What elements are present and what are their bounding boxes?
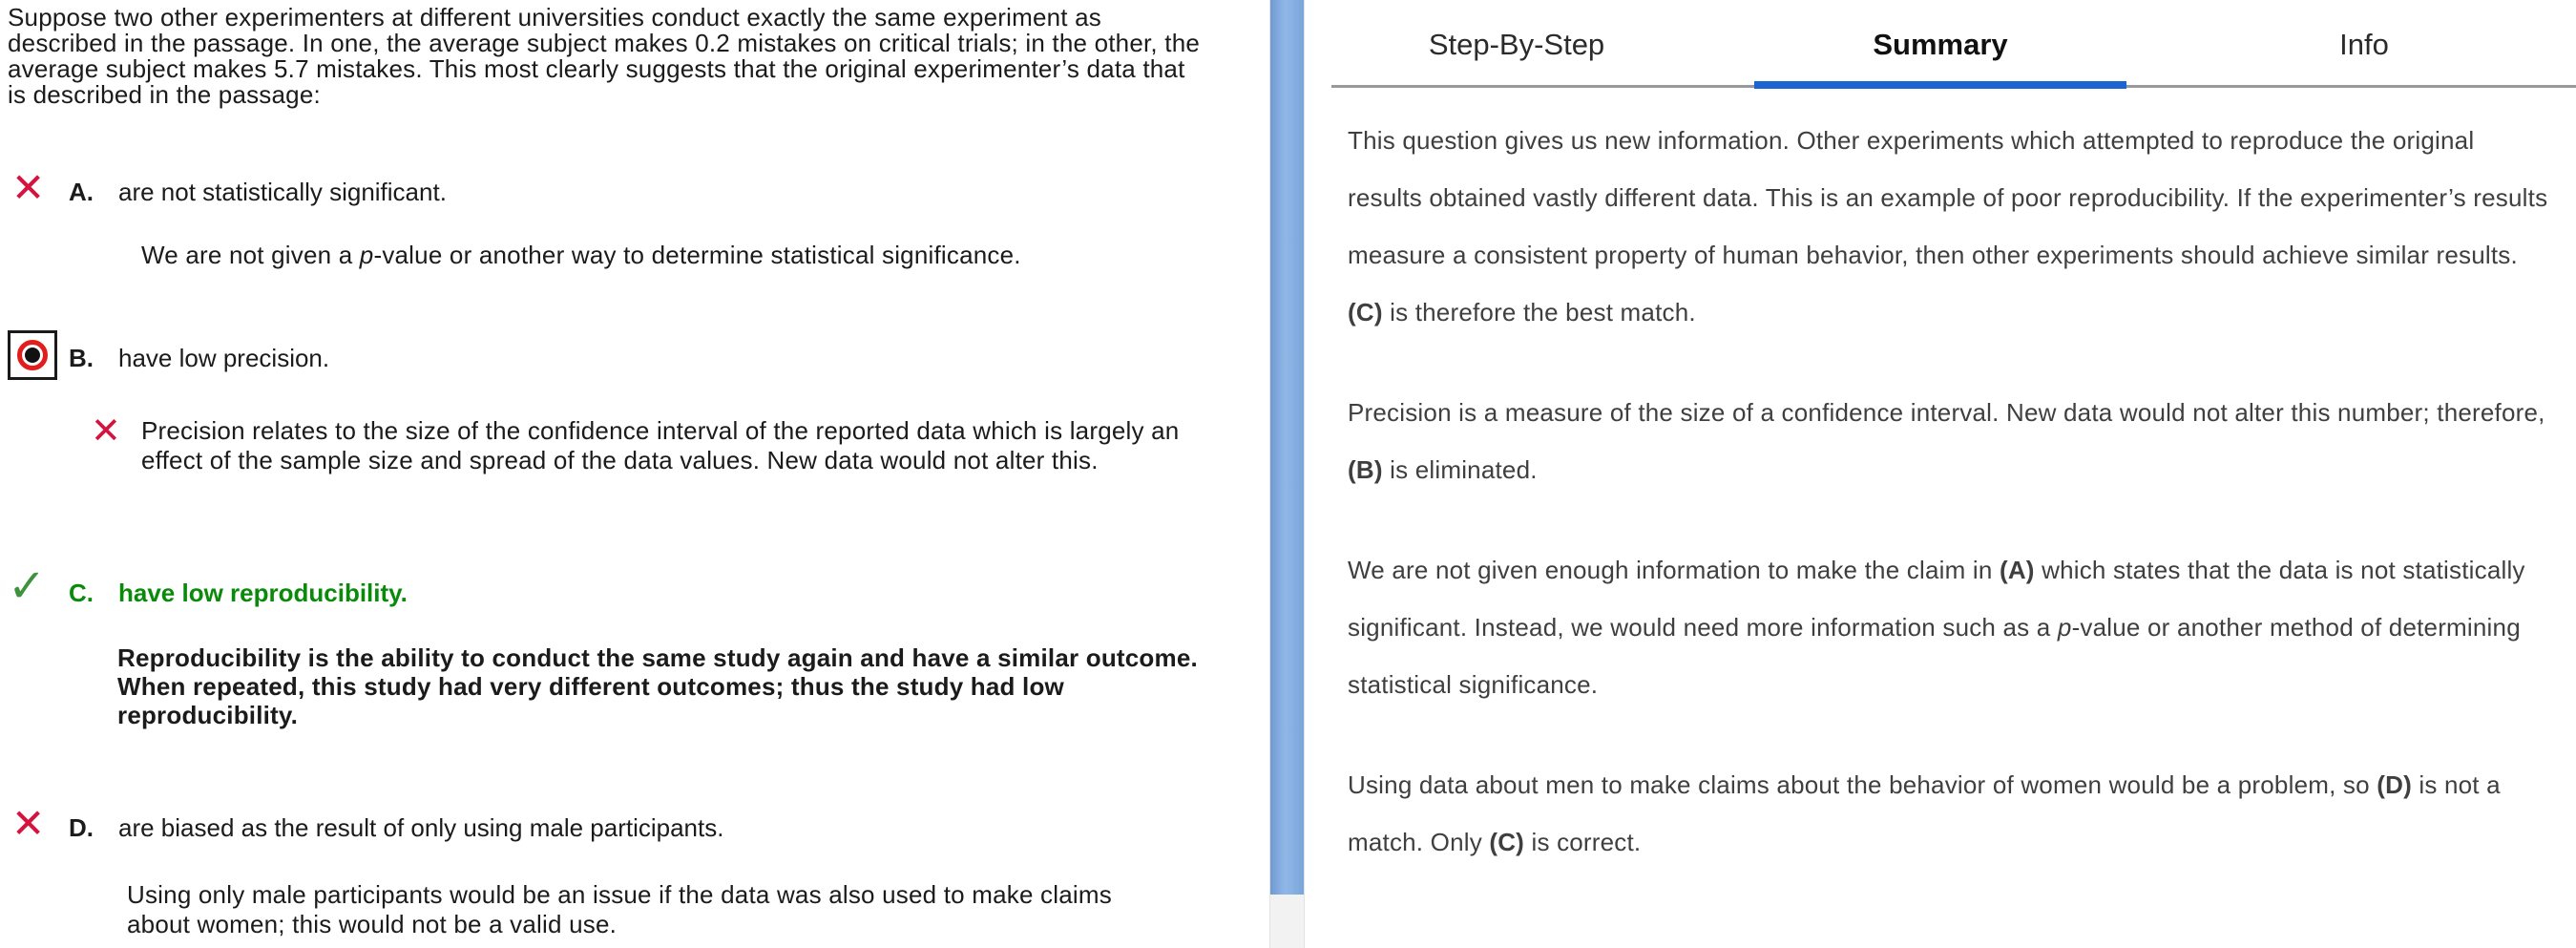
option-label [118,178,447,207]
option-label [118,344,329,373]
text-segment: is correct. [1524,828,1642,856]
text-segment: We are not given a [141,241,360,269]
option-row-c[interactable] [0,559,1269,636]
selected-radio-icon[interactable] [8,330,57,380]
summary-content [1305,89,2550,871]
option-letter: D. [69,813,94,842]
option-explanation [117,643,1201,729]
summary-paragraph [1348,541,2550,713]
text-segment: is not a match. Only [1348,770,2501,856]
radio-ring [17,340,48,370]
text-segment: which states that the data is not statistically significant. Instead, we would need more information such as a [1348,556,2525,642]
text-segment: Using data about men to make claims about the behavior of women would be a problem, so [1348,770,2377,799]
text-segment: is eliminated. [1382,455,1538,484]
explanation-panel [1305,0,2576,948]
vertical-scrollbar[interactable] [1269,0,1305,948]
text-segment: (C) [1348,298,1383,327]
tab-label: Summary [1873,27,2008,61]
tab-step-by-step[interactable] [1305,0,1728,89]
text-segment: Using only male participants would be an issue if the data was also used to make claims about women; this would not be a valid use. [127,880,1112,938]
text-segment: p [2057,613,2072,642]
summary-paragraph [1348,112,2550,341]
radio-dot [25,348,40,363]
text-segment: This question gives us new information. Other experiments which attempted to reproduce the original results obtained vastly different data. This is an example of poor reproducibility. If the experimenter’s results measure a consistent property of human behavior, then other experiments should achieve similar results. [1348,126,2548,269]
text-segment: -value or another method of determining statistical significance. [1348,613,2521,699]
tab-label: Step-By-Step [1428,27,1605,61]
text-segment: Suppose two other experimenters at different universities conduct exactly the same experiment as described in the passage. In one, the average subject makes 0.2 mistakes on critical trials; in the other, the average subject makes 5.7 mistakes. This most clearly suggests that the original experimenter’s data that is described in the passage: [8,3,1201,109]
option-row-a[interactable] [0,164,1269,235]
text-segment: (C) [1489,828,1525,856]
summary-paragraph [1348,756,2550,871]
incorrect-x-icon: ✕ [91,410,122,452]
option-row-b[interactable] [0,344,1269,401]
option-label [118,579,408,608]
text-segment: have low precision. [118,344,330,372]
tab-summary[interactable] [1728,0,2152,89]
option-letter: A. [69,178,94,206]
text-segment: (B) [1348,455,1383,484]
question-stem [8,5,1201,108]
summary-paragraph [1348,384,2550,498]
text-segment: (D) [2377,770,2412,799]
option-letter: B. [69,344,94,372]
text-segment: are biased as the result of only using male participants. [118,813,724,842]
text-segment: Precision is a measure of the size of a confidence interval. New data would not alter this number; therefore, [1348,398,2545,427]
tab-bar [1305,0,2576,89]
incorrect-x-icon: ✕ [11,800,46,847]
active-tab-indicator [1754,81,2127,89]
option-explanation [91,410,1229,475]
text-segment: -value or another way to determine statistical significance. [373,241,1021,269]
tab-label: Info [2339,27,2389,61]
correct-check-icon: ✓ [8,559,47,613]
text-segment: We are not given enough information to make the claim in [1348,556,2000,584]
option-explanation [127,880,1177,939]
tab-info[interactable] [2152,0,2576,89]
incorrect-x-icon: ✕ [11,164,46,211]
text-segment: p [359,241,374,269]
text-segment: are not statistically significant. [118,178,447,206]
option-label [118,813,723,843]
text-segment: have low reproducibility. [118,579,408,607]
text-segment: Precision relates to the size of the confidence interval of the reported data which is largely an effect of the sample size and spread of the data values. New data would not alter this. [141,416,1180,474]
option-explanation [141,241,1229,270]
option-row-d[interactable] [0,800,1269,871]
text-segment: Reproducibility is the ability to conduct the same study again and have a similar outcome. When repeated, this study had very different outcomes; thus the study had low reproducibility. [117,643,1198,729]
text-segment: is therefore the best match. [1382,298,1696,327]
option-letter: C. [69,579,94,607]
scrollbar-thumb[interactable] [1270,0,1304,895]
question-panel [0,0,1269,948]
text-segment: (A) [1999,556,2035,584]
